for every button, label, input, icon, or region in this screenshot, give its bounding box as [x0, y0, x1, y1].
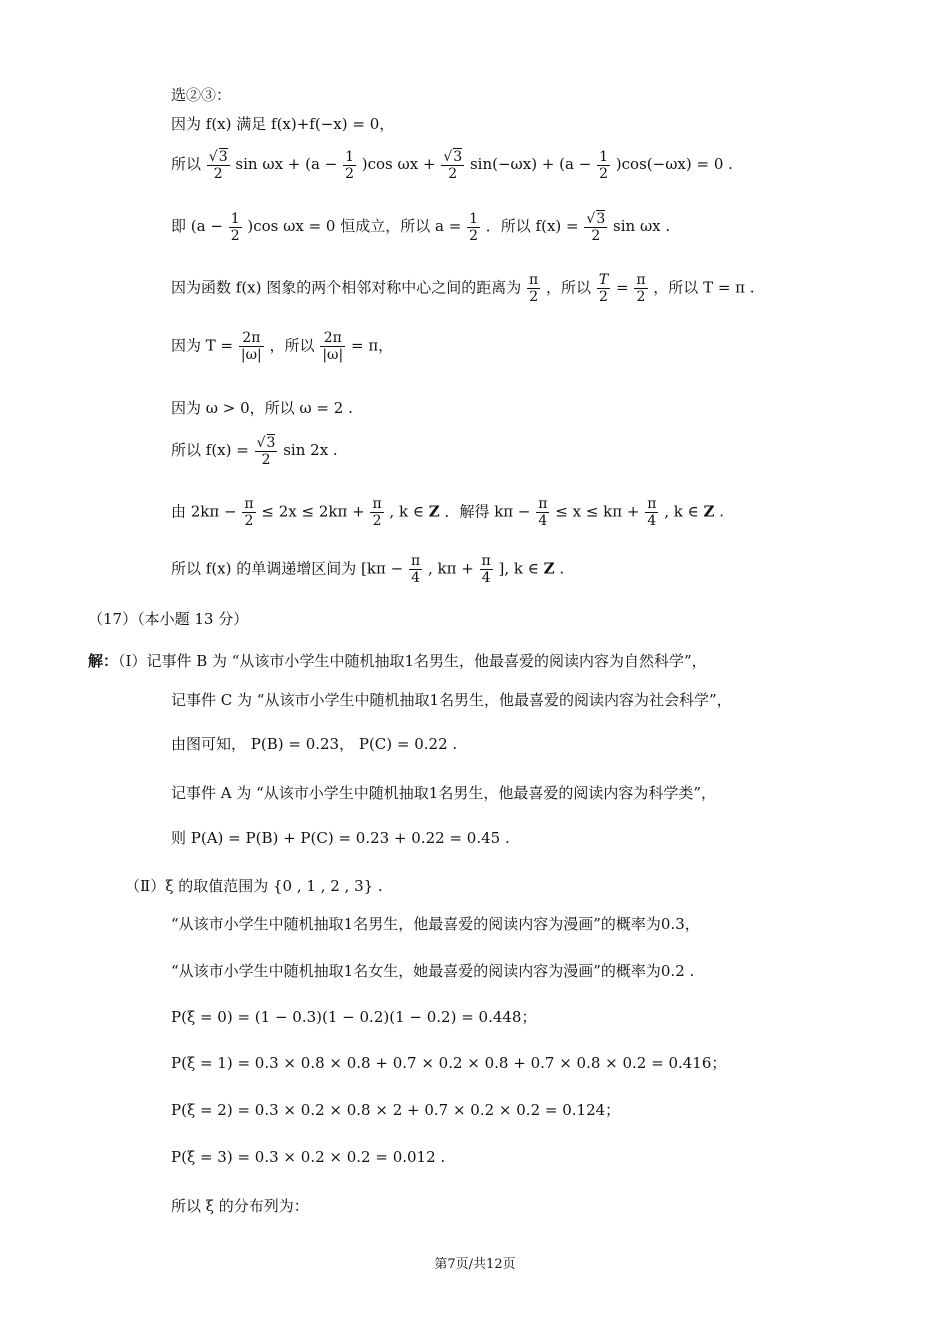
line-expand [171, 148, 733, 182]
line-girl-comic: “从该市小学生中随机抽取1名女生，她最喜爱的阅读内容为漫画”的概率为0.2 . [171, 962, 695, 980]
fraction-1-over-2: $\frac{1}{2}$ [345, 148, 354, 182]
line-p0: P(ξ = 0) = (1 − 0.3)(1 − 0.2)(1 − 0.2) = 0.448； [171, 1008, 537, 1026]
text: （Ⅰ）记事件 B 为 “从该市小学生中随机抽取1名男生，他最喜爱的阅读内容为自然科学”， [118, 652, 707, 670]
text: ，所以 [546, 278, 592, 297]
line-omega-value: 因为 ω > 0，所以 ω = 2 . [171, 399, 353, 417]
text: )cos ωx + [361, 155, 436, 173]
line-p1: P(ξ = 1) = 0.3 × 0.8 × 0.8 + 0.7 × 0.2 × 0.8 + 0.7 × 0.8 × 0.2 = 0.416； [171, 1054, 727, 1072]
text: = [615, 278, 629, 297]
integers-symbol: Z [543, 559, 555, 578]
line-period [171, 272, 755, 305]
fraction-pi-over-4: $\frac{\pi}{4}$ [647, 496, 657, 529]
line-pa: 则 P(A) = P(B) + P(C) = 0.23 + 0.22 = 0.45 . [171, 829, 510, 847]
text: ．所以 f(x) = [485, 217, 579, 235]
text: . [559, 559, 565, 578]
text: )cos ωx = 0 恒成立，所以 a = [247, 217, 462, 235]
line-identity [171, 210, 670, 244]
text: sin(−ωx) + (a − [469, 155, 592, 173]
line-function-result [171, 434, 338, 468]
line-event-b [88, 651, 707, 671]
line-choice: 选②③： [171, 86, 232, 104]
line-xi-range: （Ⅱ）ξ 的取值范围为 {0 , 1 , 2 , 3} . [125, 877, 383, 895]
text: 所以 f(x) = [171, 441, 249, 459]
integers-symbol: Z [703, 502, 715, 521]
fraction-1-over-2: $\frac{1}{2}$ [230, 210, 240, 244]
text: 因为 T = [171, 336, 234, 355]
text: 所以 f(x) 的单调递增区间为 [kπ − [171, 559, 404, 578]
page-footer: 第7页/共12页 [434, 1257, 516, 1272]
text: sin ωx + (a − [235, 155, 338, 173]
text: = π， [350, 336, 394, 355]
line-omega-formula [171, 330, 393, 363]
text: , kπ + [427, 559, 474, 578]
line-increasing-interval [171, 553, 564, 586]
text: , k ∈ [389, 502, 424, 521]
text: 因为函数 f(x) 图象的两个相邻对称中心之间的距离为 [171, 278, 522, 297]
text: ，所以 T = π . [653, 278, 755, 297]
text: 所以 [171, 155, 202, 173]
text: , k ∈ [664, 502, 699, 521]
integers-symbol: Z [428, 502, 440, 521]
text: ，所以 [269, 336, 315, 355]
line-p3: P(ξ = 3) = 0.3 × 0.2 × 0.2 = 0.012 . [171, 1148, 446, 1166]
text: )cos(−ωx) = 0 . [615, 155, 733, 173]
line-p2: P(ξ = 2) = 0.3 × 0.2 × 0.8 × 2 + 0.7 × 0.2 × 0.2 = 0.124； [171, 1101, 621, 1119]
line-event-c: 记事件 C 为 “从该市小学生中随机抽取1名男生，他最喜爱的阅读内容为社会科学”， [171, 691, 732, 709]
line-inequality [171, 496, 724, 529]
fraction-pi-over-2: $\frac{\pi}{2}$ [529, 272, 539, 305]
text: sin ωx . [613, 217, 671, 235]
fraction-2pi-over-abs-omega: $\frac{2\pi}{|\omega|}$ [322, 330, 344, 363]
text: ≤ 2x ≤ 2kπ + [261, 502, 365, 521]
fraction-sqrt3-over-2: $\frac{√3}{2}$ [443, 149, 463, 182]
text: ．解得 kπ − [444, 502, 531, 521]
text: sin 2x . [283, 441, 338, 459]
line-condition: 因为 f(x) 满足 f(x)+f(−x) = 0， [171, 115, 395, 133]
fraction-1-over-2: $\frac{1}{2}$ [469, 210, 478, 244]
fraction-T-over-2: $\frac{T}{2}$ [598, 272, 609, 305]
fraction-pi-over-4: $\frac{\pi}{4}$ [481, 553, 491, 586]
line-probabilities: 由图可知， P(B) = 0.23， P(C) = 0.22 . [171, 735, 458, 753]
fraction-sqrt3-over-2: $\frac{√3}{2}$ [586, 211, 606, 244]
fraction-sqrt3-over-2: $\frac{√3}{2}$ [256, 435, 276, 468]
text: ], k ∈ [498, 559, 539, 578]
fraction-1-over-2: $\frac{1}{2}$ [599, 148, 609, 182]
question-17-header: （17）（本小题 13 分） [88, 610, 249, 628]
fraction-sqrt3-over-2: $\frac{√3}{2}$ [208, 149, 228, 182]
fraction-pi-over-2: $\frac{\pi}{2}$ [244, 496, 254, 529]
text: . [719, 502, 725, 521]
fraction-2pi-over-abs-omega: $\frac{2\pi}{|\omega|}$ [240, 330, 262, 363]
line-distribution: 所以 ξ 的分布列为： [171, 1197, 309, 1215]
solution-label: 解： [88, 652, 119, 670]
fraction-pi-over-4: $\frac{\pi}{4}$ [410, 553, 421, 586]
line-boy-comic: “从该市小学生中随机抽取1名男生，他最喜爱的阅读内容为漫画”的概率为0.3， [171, 915, 700, 933]
line-event-a: 记事件 A 为 “从该市小学生中随机抽取1名男生，他最喜爱的阅读内容为科学类”， [171, 784, 717, 802]
fraction-pi-over-2: $\frac{\pi}{2}$ [372, 496, 382, 529]
text: 即 (a − [171, 217, 223, 235]
fraction-pi-over-4: $\frac{\pi}{4}$ [538, 496, 548, 529]
fraction-pi-over-2: $\frac{\pi}{2}$ [636, 272, 646, 305]
text: 由 2kπ − [171, 502, 237, 521]
text: ≤ x ≤ kπ + [555, 502, 640, 521]
